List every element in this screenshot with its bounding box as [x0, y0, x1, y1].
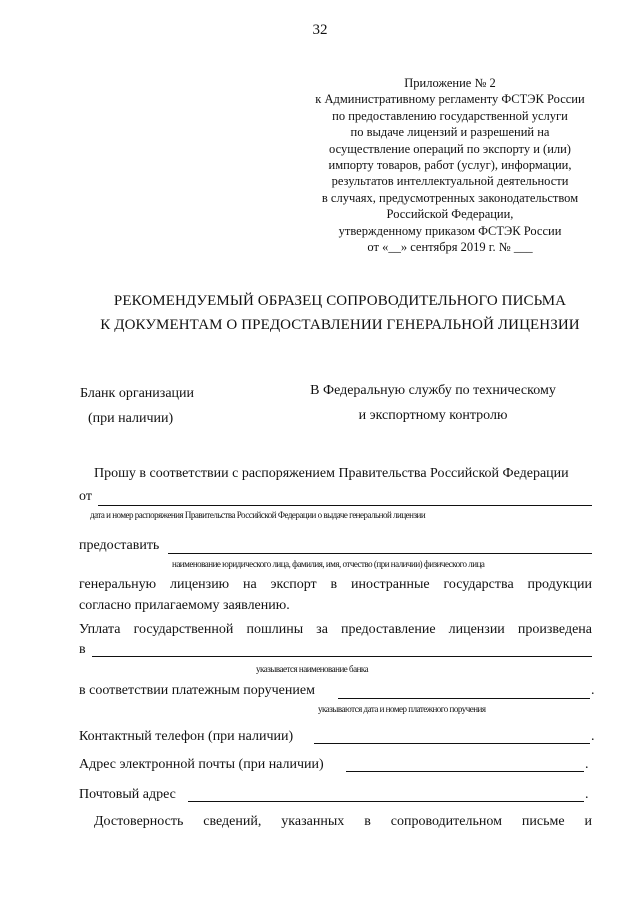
bank-fill-line[interactable]	[92, 656, 592, 657]
grant-label: предоставить	[79, 538, 160, 553]
appendix-line: в случаях, предусмотренных законодательством	[321, 190, 579, 205]
document-title	[60, 289, 620, 337]
phone-period: .	[591, 729, 595, 744]
org-line-2: (при наличии)	[88, 411, 174, 426]
title-line-1: РЕКОМЕНДУЕМЫЙ ОБРАЗЕЦ СОПРОВОДИТЕЛЬНОГО ПИСЬМА	[113, 293, 567, 309]
from-fill-line[interactable]	[98, 505, 592, 506]
email-label: Адрес электронной почты (при наличии)	[79, 757, 324, 772]
org-line-1: Бланк организации	[80, 386, 195, 401]
appendix-line: от «__» сентября 2019 г. № ___	[367, 240, 533, 255]
appendix-line: осуществление операций по экспорту и (или)	[329, 141, 571, 156]
appendix-line: по выдаче лицензий и разрешений на	[350, 125, 550, 140]
payment-hint: указываются дата и номер платежного поручения	[318, 704, 486, 714]
payment-fill-line[interactable]	[338, 698, 590, 699]
from-label: от	[79, 489, 92, 504]
phone-label: Контактный телефон (при наличии)	[79, 729, 294, 744]
grant-hint: наименование юридического лица, фамилия, имя, отчество (при наличии) физического лица	[172, 559, 485, 569]
appendix-line: утвержденному приказом ФСТЭК России	[338, 223, 562, 238]
organization-letterhead	[80, 381, 194, 431]
page-number: 32	[312, 22, 328, 38]
fee-line: Уплата государственной пошлины за предоставление лицензии произведена	[79, 622, 592, 637]
application-line: согласно прилагаемому заявлению.	[79, 598, 290, 613]
grant-fill-line[interactable]	[168, 553, 592, 554]
bank-hint: указывается наименование банка	[256, 664, 369, 674]
appendix-line: по предоставлению государственной услуги	[332, 108, 568, 123]
title-line-2: К ДОКУМЕНТАМ О ПРЕДОСТАВЛЕНИИ ГЕНЕРАЛЬНОЙ ЛИЦЕНЗИИ	[100, 317, 580, 333]
phone-fill-line[interactable]	[314, 743, 590, 744]
appendix-line: результатов интеллектуальной деятельности	[331, 174, 569, 189]
email-fill-line[interactable]	[346, 771, 584, 772]
request-line: Прошу в соответствии с распоряжением Правительства Российской Федерации	[94, 466, 569, 481]
payment-label: в соответствии платежным поручением	[79, 683, 315, 698]
recipient-block	[283, 378, 583, 428]
appendix-line: импорту товаров, работ (услуг), информации,	[328, 158, 572, 173]
appendix-line: Приложение № 2	[404, 76, 496, 90]
address-period: .	[585, 787, 589, 802]
recipient-line-1: В Федеральную службу по техническому	[310, 383, 556, 398]
appendix-line: к Административному регламенту ФСТЭК России	[315, 92, 585, 107]
payment-period: .	[591, 683, 595, 698]
bank-label: в	[79, 642, 86, 657]
from-hint: дата и номер распоряжения Правительства Российской Федерации о выдаче генеральной лицензии	[90, 510, 426, 520]
appendix-line: Российской Федерации,	[386, 207, 514, 222]
email-period: .	[585, 757, 589, 772]
address-fill-line[interactable]	[188, 801, 584, 802]
reliability-line: Достоверность сведений, указанных в сопроводительном письме и	[94, 814, 592, 829]
recipient-line-2: и экспортному контролю	[358, 408, 508, 423]
address-label: Почтовый адрес	[79, 787, 176, 802]
license-line: генеральную лицензию на экспорт в иностранные государства продукции	[79, 577, 592, 592]
appendix-header	[300, 75, 600, 255]
